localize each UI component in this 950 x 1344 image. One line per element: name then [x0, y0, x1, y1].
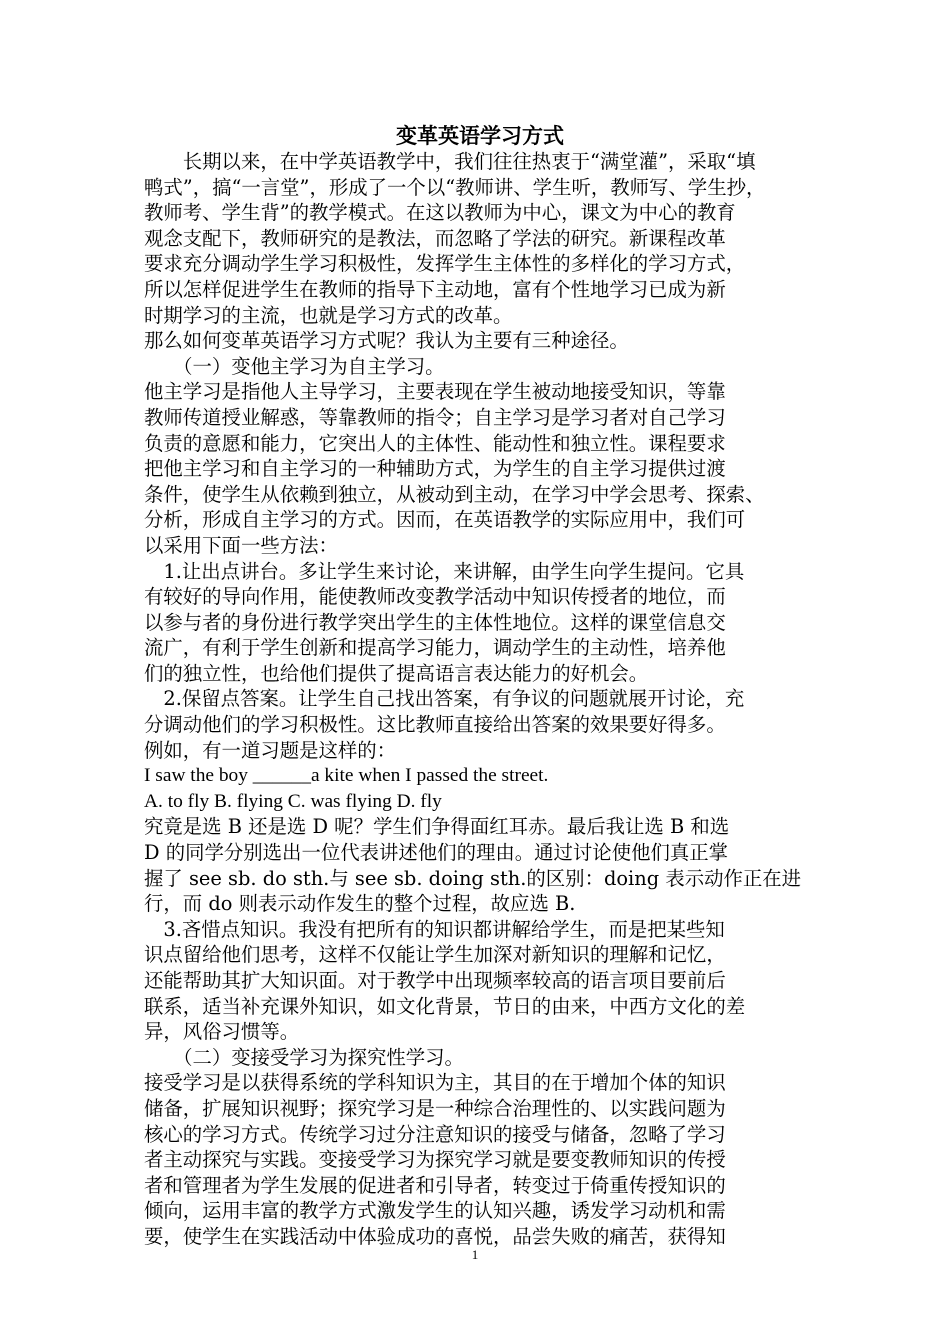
text-line: （一）变他主学习为自主学习。: [144, 354, 445, 378]
page-number: 1: [471, 1247, 479, 1262]
paragraph-method-3: [144, 917, 816, 1045]
text-line: 时期学习的主流，也就是学习方式的改革。: [144, 303, 513, 327]
text-line: 联系，适当补充课外知识，如文化背景，节日的由来，中西方文化的差: [144, 994, 746, 1018]
paragraph-method-2: [144, 686, 816, 763]
paragraph-list: [144, 149, 816, 1250]
paragraph-method-1: [144, 559, 816, 687]
document-body: [144, 122, 816, 1250]
text-line: 他主学习是指他人主导学习，主要表现在学生被动地接受知识，等靠: [144, 380, 726, 404]
text-line: （二）变接受学习为探究性学习。: [144, 1045, 464, 1069]
text-line: 接受学习是以获得系统的学科知识为主，其目的在于增加个体的知识: [144, 1071, 726, 1095]
paragraph-discussion: [144, 814, 816, 916]
text-line: 把他主学习和自主学习的一种辅助方式，为学生的自主学习提供过渡: [144, 457, 726, 481]
document-title: 变革英语学习方式: [396, 123, 564, 148]
text-line: D 的同学分别选出一位代表讲述他们的理由。通过讨论使他们真正掌: [144, 841, 729, 865]
text-line: A. to fly B. flying C. was flying D. fly: [144, 790, 442, 812]
paragraph-exercise: [144, 763, 816, 814]
paragraph-section-1-body: [144, 379, 816, 558]
text-line: 要，使学生在实践活动中体验成功的喜悦，品尝失败的痛苦，获得知: [144, 1224, 726, 1248]
paragraph-question: [144, 328, 816, 354]
text-line: 1.让出点讲台。多让学生来讨论，来讲解，由学生向学生提问。它具: [144, 559, 745, 583]
text-line: 储备，扩展知识视野；探究学习是一种综合治理性的、以实践问题为: [144, 1096, 726, 1120]
text-line: 鸭式”，搞“一言堂”，形成了一个以“教师讲、学生听，教师写、学生抄，: [144, 175, 766, 199]
paragraph-heading-2: [144, 1045, 816, 1071]
text-line: 者和管理者为学生发展的促进者和引导者，转变过于倚重传授知识的: [144, 1173, 726, 1197]
text-line: 负责的意愿和能力，它突出人的主体性、能动性和独立性。课程要求: [144, 431, 726, 455]
text-line: 异，风俗习惯等。: [144, 1020, 300, 1044]
text-line: 握了 see sb. do sth.与 see sb. doing sth.的区别：doing 表示动作正在进: [144, 866, 802, 890]
text-line: 要求充分调动学生学习积极性，发挥学生主体性的多样化的学习方式，: [144, 252, 746, 276]
paragraph-intro: [144, 149, 816, 328]
text-line: 观念支配下，教师研究的是教法，而忽略了学法的研究。新课程改革: [144, 226, 726, 250]
text-line: 们的独立性，也给他们提供了提高语言表达能力的好机会。: [144, 661, 649, 685]
text-line: 分析，形成自主学习的方式。因而，在英语教学的实际应用中，我们可: [144, 508, 746, 532]
text-line: 条件，使学生从依赖到独立，从被动到主动，在学习中学会思考、探索、: [144, 482, 765, 506]
text-line: 所以怎样促进学生在教师的指导下主动地，富有个性地学习已成为新: [144, 277, 726, 301]
text-line: 2.保留点答案。让学生自己找出答案，有争议的问题就展开讨论，充: [144, 687, 745, 711]
text-line: 教师传道授业解惑，等靠教师的指令；自主学习是学习者对自己学习: [144, 405, 726, 429]
text-line: 教师考、学生背”的教学模式。在这以教师为中心，课文为中心的教育: [144, 201, 736, 225]
text-line: 还能帮助其扩大知识面。对于教学中出现频率较高的语言项目要前后: [144, 969, 726, 992]
text-line: 识点留给他们思考，这样不仅能让学生加深对新知识的理解和记忆，: [144, 943, 726, 967]
text-line: 3.吝惜点知识。我没有把所有的知识都讲解给学生，而是把某些知: [144, 917, 725, 941]
text-line: 以采用下面一些方法：: [144, 533, 338, 557]
text-line: 流广，有利于学生创新和提高学习能力，调动学生的主动性，培养他: [144, 636, 726, 660]
text-line: 行，而 do 则表示动作发生的整个过程，故应选 B.: [144, 892, 576, 916]
text-line: I saw the boy ______a kite when I passed the street.: [144, 765, 549, 787]
text-line: 那么如何变革英语学习方式呢？我认为主要有三种途径。: [144, 329, 629, 353]
paragraph-section-2-body: [144, 1070, 816, 1249]
text-line: 倾向，运用丰富的教学方式激发学生的认知兴趣，诱发学习动机和需: [144, 1199, 726, 1223]
text-line: 长期以来，在中学英语教学中，我们往往热衷于“满堂灌”，采取“填: [144, 150, 756, 173]
text-line: 究竟是选 B 还是选 D 呢？学生们争得面红耳赤。最后我让选 B 和选: [144, 815, 730, 839]
text-line: 者主动探究与实践。变接受学习为探究学习就是要变教师知识的传授: [144, 1148, 726, 1172]
text-line: 分调动他们的学习积极性。这比教师直接给出答案的效果要好得多。: [144, 713, 726, 737]
text-line: 核心的学习方式。传统学习过分注意知识的接受与储备，忽略了学习: [144, 1122, 726, 1146]
text-line: 有较好的导向作用，能使教师改变教学活动中知识传授者的地位，而: [144, 585, 726, 609]
text-line: 以参与者的身份进行教学突出学生的主体性地位。这样的课堂信息交: [144, 610, 726, 634]
text-line: 例如，有一道习题是这样的：: [144, 738, 397, 762]
paragraph-heading-1: [144, 354, 816, 380]
